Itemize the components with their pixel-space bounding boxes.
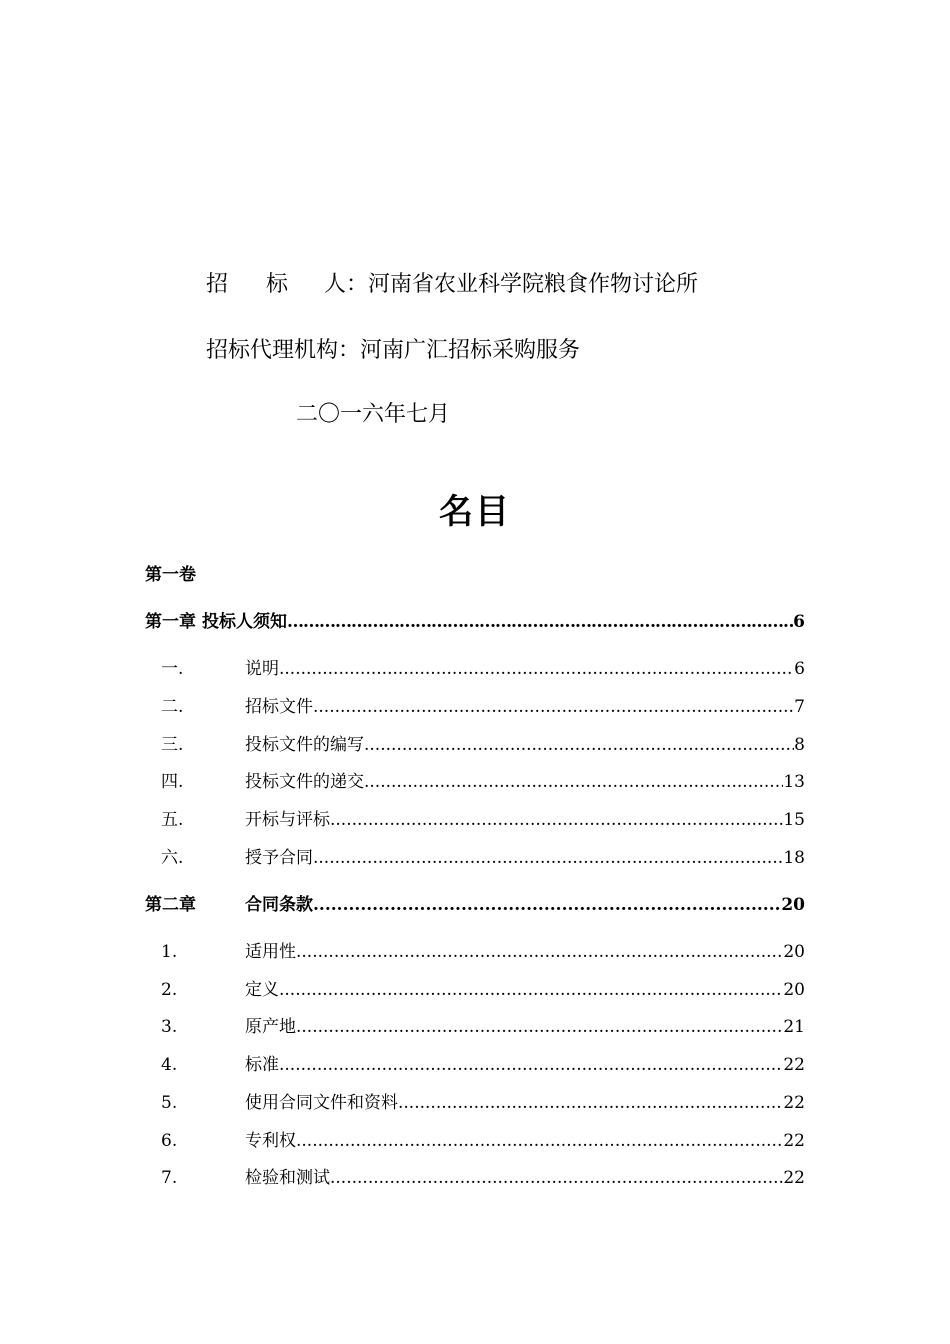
leader-dots [398,1093,783,1113]
tenderer-label-char-3: 人 [324,272,347,297]
item-number: 四. [161,772,184,792]
toc-item[interactable] [145,1163,805,1188]
chapter-number: 第二章 [145,895,196,915]
toc-item[interactable] [145,937,805,962]
item-title: 招标文件 [245,697,313,717]
tenderer-label-char-2: 标 [266,272,289,297]
leader-dots [364,735,794,755]
volume-heading: 第一卷 [145,565,196,585]
item-number: 2. [161,980,178,1000]
leader-dots [313,848,783,868]
item-title: 说明 [245,659,279,679]
toc-item[interactable] [145,1126,805,1151]
agency-label: 招标代理机构： [206,338,361,363]
toc-item[interactable] [145,767,805,792]
tenderer-value: 河南省农业科学院粮食作物讨论所 [368,272,699,297]
leader-dots [279,980,783,1000]
item-title: 适用性 [245,942,296,962]
leader-dots [279,1055,783,1075]
page-number: 20 [781,895,805,915]
leader-dots [296,1131,783,1151]
item-number: 6. [161,1131,178,1151]
item-title: 专利权 [245,1131,296,1151]
page-number: 18 [783,848,805,868]
leader-dots [287,612,793,632]
item-number: 7. [161,1168,178,1188]
chapter-number: 第一章 [145,612,196,632]
tenderer-label-char-1: 招 [206,272,229,297]
page-number: 8 [794,735,805,755]
tenderer-line [206,270,698,300]
toc-item[interactable] [145,654,805,679]
page-number: 22 [783,1093,805,1113]
leader-dots [313,895,781,915]
page-number: 22 [783,1168,805,1188]
toc-item[interactable] [145,730,805,755]
page-number: 6 [794,659,805,679]
chapter-title: 投标人须知 [202,612,287,632]
item-number: 1. [161,942,178,962]
agency-value: 河南广汇招标采购服务 [360,338,581,363]
toc-title: 名目 [439,492,511,532]
leader-dots [330,1168,783,1188]
page-number: 21 [783,1017,805,1037]
agency-line [206,336,580,366]
page-number: 7 [794,697,805,717]
item-title: 定义 [245,980,279,1000]
cover-date: 二〇一六年七月 [296,402,451,427]
leader-dots [296,1017,783,1037]
page-number: 6 [793,612,805,632]
item-title: 授予合同 [245,848,313,868]
page-number: 22 [783,1055,805,1075]
page-number: 20 [783,980,805,1000]
page-number: 20 [783,942,805,962]
leader-dots [330,810,783,830]
item-title: 投标文件的编写 [245,735,364,755]
item-number: 三. [161,735,184,755]
item-number: 二. [161,697,184,717]
leader-dots [364,772,783,792]
leader-dots [313,697,794,717]
page-number: 22 [783,1131,805,1151]
toc-item[interactable] [145,975,805,1000]
item-title: 开标与评标 [245,810,330,830]
toc-item[interactable] [145,1050,805,1075]
chapter-title: 合同条款 [245,895,313,915]
item-number: 六. [161,848,184,868]
toc-item[interactable] [145,1012,805,1037]
item-title: 检验和测试 [245,1168,330,1188]
tenderer-separator: ： [346,272,369,297]
item-title: 投标文件的递交 [245,772,364,792]
toc-item[interactable] [145,843,805,868]
leader-dots [279,659,794,679]
item-title: 标准 [245,1055,279,1075]
toc-chapter-2[interactable] [145,890,805,915]
item-number: 五. [161,810,184,830]
page-number: 15 [783,810,805,830]
item-number: 4. [161,1055,178,1075]
toc-chapter-1[interactable] [145,607,805,632]
toc-item[interactable] [145,692,805,717]
item-number: 5. [161,1093,178,1113]
item-number: 3. [161,1017,178,1037]
page-number: 13 [783,772,805,792]
toc-item[interactable] [145,1088,805,1113]
item-number: 一. [161,659,184,679]
item-title: 使用合同文件和资料 [245,1093,398,1113]
toc-item[interactable] [145,805,805,830]
item-title: 原产地 [245,1017,296,1037]
leader-dots [296,942,783,962]
